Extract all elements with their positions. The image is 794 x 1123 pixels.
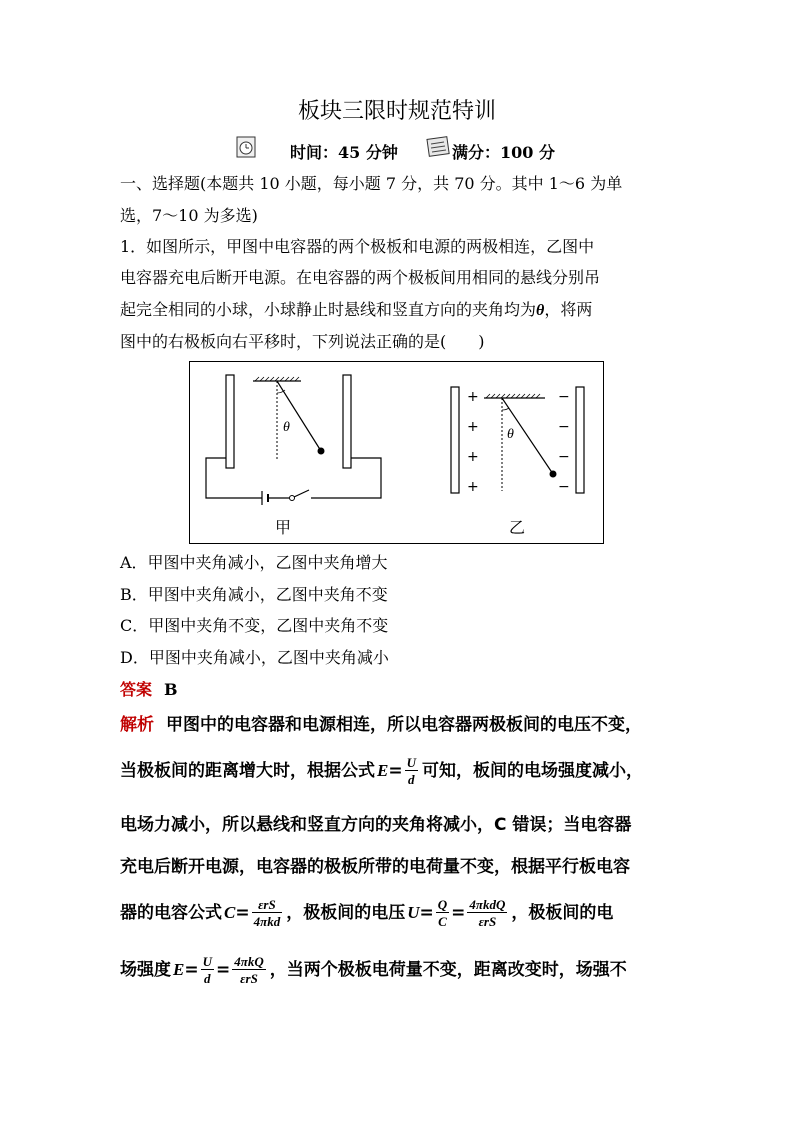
analysis-line4: 充电后断开电源，电容器的极板所带的电荷量不变，根据平行板电容 (120, 857, 630, 877)
question-line4: 图中的右极板向右平移时，下列说法正确的是( ) (120, 332, 485, 351)
plus-charge: + (467, 419, 479, 435)
section-heading-line2: 选，7～10 为多选) (120, 206, 258, 225)
figure-label-yi: 乙 (509, 518, 526, 537)
option-b: B．甲图中夹角减小，乙图中夹角不变 (120, 585, 388, 604)
page-title: 板块三限时规范特训 (297, 99, 496, 124)
minus-charge: − (558, 389, 570, 405)
formula-e-equals-u-over-d: E= $\frac{U}{d}$ (377, 755, 416, 787)
analysis-text5b: ，极板间的电压 (286, 903, 406, 923)
score-label: 满分：100 分 (452, 143, 555, 162)
analysis-text1: 甲图中的电容器和电源相连，所以电容器两极板间的电压不变， (166, 715, 642, 735)
analysis-text6b: ，当两个极板电荷量不变，距离改变时，场强不 (269, 960, 627, 980)
question-line3-a: 起完全相同的小球，小球静止时悬线和竖直方向的夹角均为 (120, 300, 537, 319)
plus-charge: + (467, 449, 479, 465)
analysis-line1 (120, 714, 642, 736)
formula-field-strength: E= $\frac{U}{d}$ = $\frac{\text{4πkQ}}{\text{εrS}}$ (173, 954, 264, 986)
clock-icon (236, 136, 256, 162)
capacitor-figure (189, 361, 604, 544)
question-line3-b: ，将两 (544, 300, 593, 319)
question-line1: 1．如图所示，甲图中电容器的两个极板和电源的两极相连，乙图中 (120, 237, 595, 256)
analysis-text5a: 器的电容公式 (120, 903, 222, 923)
question-line2: 电容器充电后断开电源。在电容器的两个极板间用相同的悬线分别吊 (120, 268, 601, 287)
theta-symbol: θ (536, 302, 545, 319)
formula-capacitance: C= $\frac{\text{εrS}}{\text{4πkd}}$ (224, 897, 281, 929)
question-line3 (120, 300, 592, 321)
plus-charge: + (467, 479, 479, 495)
analysis-text2a: 当极板间的距离增大时，根据公式 (120, 761, 375, 781)
time-label: 时间：45 分钟 (290, 143, 398, 162)
formula-voltage: U= $\frac{Q}{C}$ = $\frac{\text{4πkdQ}}{\text{εrS}}$ (407, 897, 506, 929)
analysis-line5 (120, 898, 613, 928)
analysis-label: 解析 (120, 715, 154, 735)
angle-label-yi: θ (507, 427, 514, 442)
option-c: C．甲图中夹角不变，乙图中夹角不变 (120, 616, 389, 635)
analysis-line6 (120, 955, 627, 985)
analysis-text5c: ，极板间的电 (511, 903, 614, 923)
minus-charge: − (558, 449, 570, 465)
figure-label-jia: 甲 (275, 518, 292, 537)
angle-label-jia: θ (283, 420, 290, 435)
plus-charge: + (467, 389, 479, 405)
minus-charge: − (558, 419, 570, 435)
option-a: A．甲图中夹角减小，乙图中夹角增大 (120, 553, 388, 572)
minus-charge: − (558, 479, 570, 495)
answer-line (120, 680, 178, 700)
answer-value: B (164, 680, 178, 699)
option-d: D．甲图中夹角减小，乙图中夹角减小 (120, 648, 389, 667)
analysis-line3: 电场力减小，所以悬线和竖直方向的夹角将减小，C 错误；当电容器 (120, 815, 632, 835)
answer-label: 答案 (120, 680, 153, 699)
score-sheet-icon (426, 136, 452, 162)
section-heading-line1: 一、选择题(本题共 10 小题，每小题 7 分，共 70 分。其中 1～6 为单 (120, 174, 623, 193)
analysis-text2b: 可知，板间的电场强度减小， (421, 761, 643, 781)
analysis-text6a: 场强度 (120, 960, 171, 980)
analysis-line2 (120, 756, 643, 786)
